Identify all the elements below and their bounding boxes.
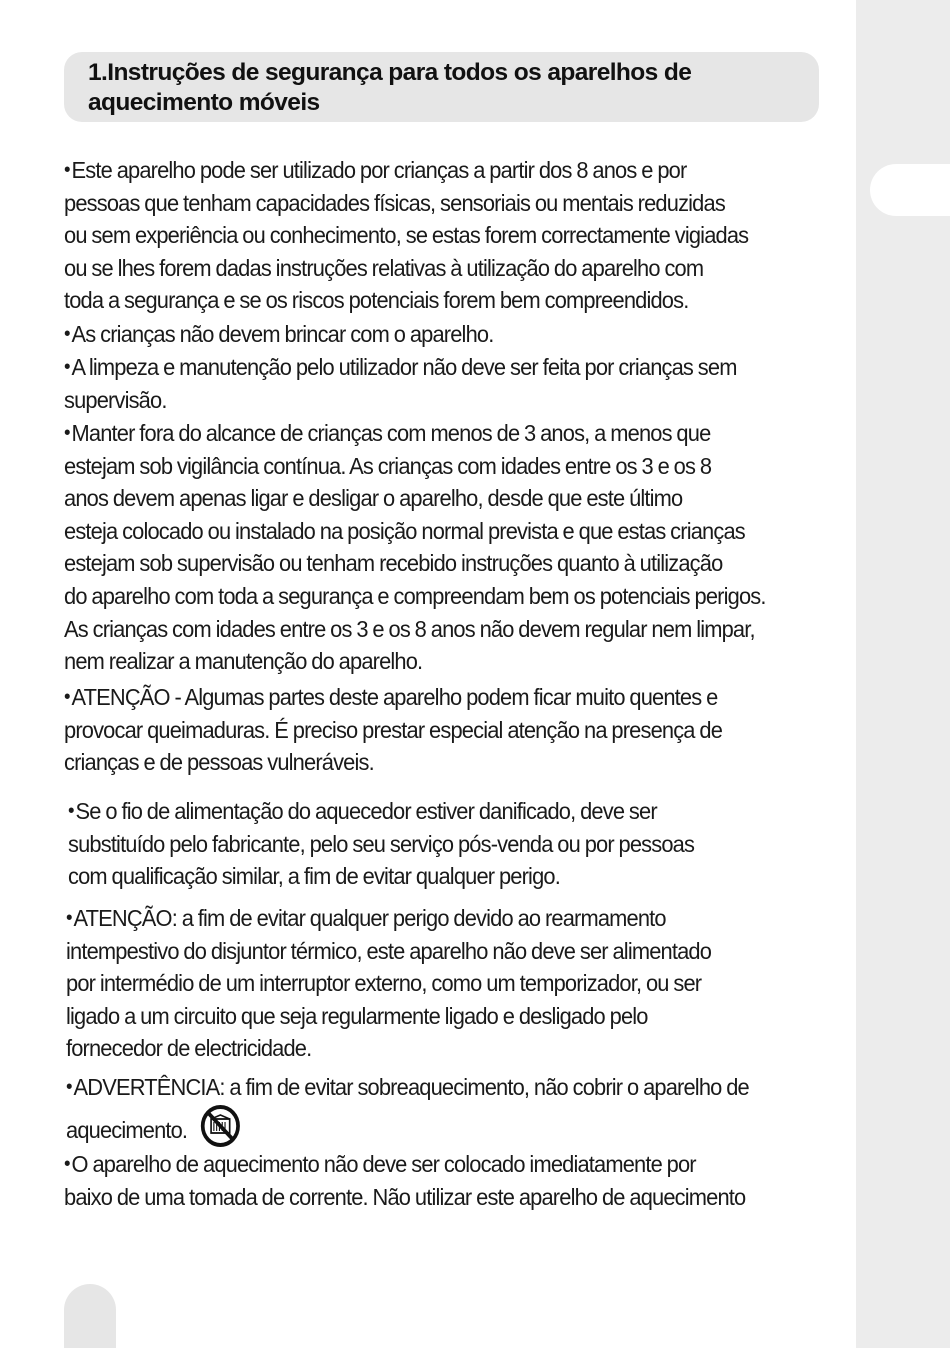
- bullet-mark: •: [64, 356, 70, 378]
- text-line: aquecimento.: [66, 1116, 188, 1143]
- text-line: As crianças com idades entre os 3 e os 8 anos não devem regular nem limpar,: [64, 615, 755, 642]
- bullet-mark: •: [64, 422, 70, 444]
- safety-paragraph: [68, 795, 694, 893]
- text-line: pessoas que tenham capacidades físicas, sensoriais ou mentais reduzidas: [64, 189, 725, 216]
- text-line: anos devem apenas ligar e desligar o aparelho, desde que este último: [64, 485, 683, 512]
- safety-paragraph: [64, 318, 493, 351]
- heading-line-1: 1.Instruções de segurança para todos os aparelhos de: [88, 59, 692, 86]
- safety-paragraph: [64, 351, 737, 416]
- bullet-mark: •: [64, 686, 70, 708]
- do-not-cover-icon: [200, 1104, 241, 1148]
- text-line: ATENÇÃO - Algumas partes deste aparelho podem ficar muito quentes e: [71, 684, 718, 710]
- bullet-mark: •: [66, 1076, 72, 1098]
- text-line: do aparelho com toda a segurança e compreendam bem os potenciais perigos.: [64, 582, 766, 609]
- text-line: ligado a um circuito que seja regularmente ligado e desligado pelo: [66, 1002, 648, 1029]
- bullet-mark: •: [64, 1153, 70, 1175]
- text-line: nem realizar a manutenção do aparelho.: [64, 648, 423, 675]
- text-line: crianças e de pessoas vulneráveis.: [64, 749, 374, 776]
- safety-paragraph: [64, 681, 722, 779]
- text-line: ADVERTÊNCIA: a fim de evitar sobreaquecimento, não cobrir o aparelho de: [73, 1074, 749, 1100]
- page-number-tab: [64, 1284, 116, 1348]
- text-line: estejam sob vigilância contínua. As crianças com idades entre os 3 e os 8: [64, 452, 712, 479]
- section-heading-box: [64, 52, 819, 122]
- safety-paragraph: [66, 902, 711, 1065]
- text-line: ou se lhes forem dadas instruções relativas à utilização do aparelho com: [64, 254, 704, 281]
- bullet-mark: •: [66, 907, 72, 929]
- text-line: por intermédio de um interruptor externo, como um temporizador, ou ser: [66, 970, 702, 997]
- text-line: ATENÇÃO: a fim de evitar qualquer perigo devido ao rearmamento: [73, 905, 666, 931]
- bullet-mark: •: [64, 159, 70, 181]
- heading-line-2: aquecimento móveis: [88, 89, 320, 116]
- text-line: ou sem experiência ou conhecimento, se estas forem correctamente vigiadas: [64, 222, 749, 249]
- text-line: baixo de uma tomada de corrente. Não utilizar este aparelho de aquecimento: [64, 1183, 746, 1210]
- text-line: As crianças não devem brincar com o aparelho.: [71, 321, 494, 347]
- bullet-mark: •: [68, 800, 74, 822]
- bullet-mark: •: [64, 323, 70, 345]
- text-line: supervisão.: [64, 386, 167, 413]
- text-line: toda a segurança e se os riscos potenciais forem bem compreendidos.: [64, 287, 689, 314]
- section-heading: [88, 58, 795, 118]
- safety-paragraph: [64, 154, 748, 317]
- text-line: com qualificação similar, a fim de evitar qualquer perigo.: [68, 863, 560, 890]
- text-line: estejam sob supervisão ou tenham recebido instruções quanto à utilização: [64, 550, 723, 577]
- text-line: Se o fio de alimentação do aquecedor estiver danificado, deve ser: [75, 798, 657, 824]
- text-line: Este aparelho pode ser utilizado por crianças a partir dos 8 anos e por: [71, 157, 687, 183]
- text-line: intempestivo do disjuntor térmico, este aparelho não deve ser alimentado: [66, 937, 712, 964]
- text-line: provocar queimaduras. É preciso prestar especial atenção na presença de: [64, 716, 723, 743]
- chapter-tab: [870, 164, 950, 216]
- safety-paragraph: [66, 1071, 749, 1148]
- text-line: A limpeza e manutenção pelo utilizador não deve ser feita por crianças sem: [71, 354, 737, 380]
- text-line: O aparelho de aquecimento não deve ser colocado imediatamente por: [71, 1151, 696, 1177]
- text-line: esteja colocado ou instalado na posição normal prevista e que estas crianças: [64, 517, 745, 544]
- text-line: fornecedor de electricidade.: [66, 1035, 312, 1062]
- safety-paragraph: [64, 417, 766, 678]
- text-line: substituído pelo fabricante, pelo seu serviço pós-venda ou por pessoas: [68, 830, 695, 857]
- text-line: Manter fora do alcance de crianças com menos de 3 anos, a menos que: [71, 420, 711, 446]
- safety-paragraph: [64, 1148, 745, 1213]
